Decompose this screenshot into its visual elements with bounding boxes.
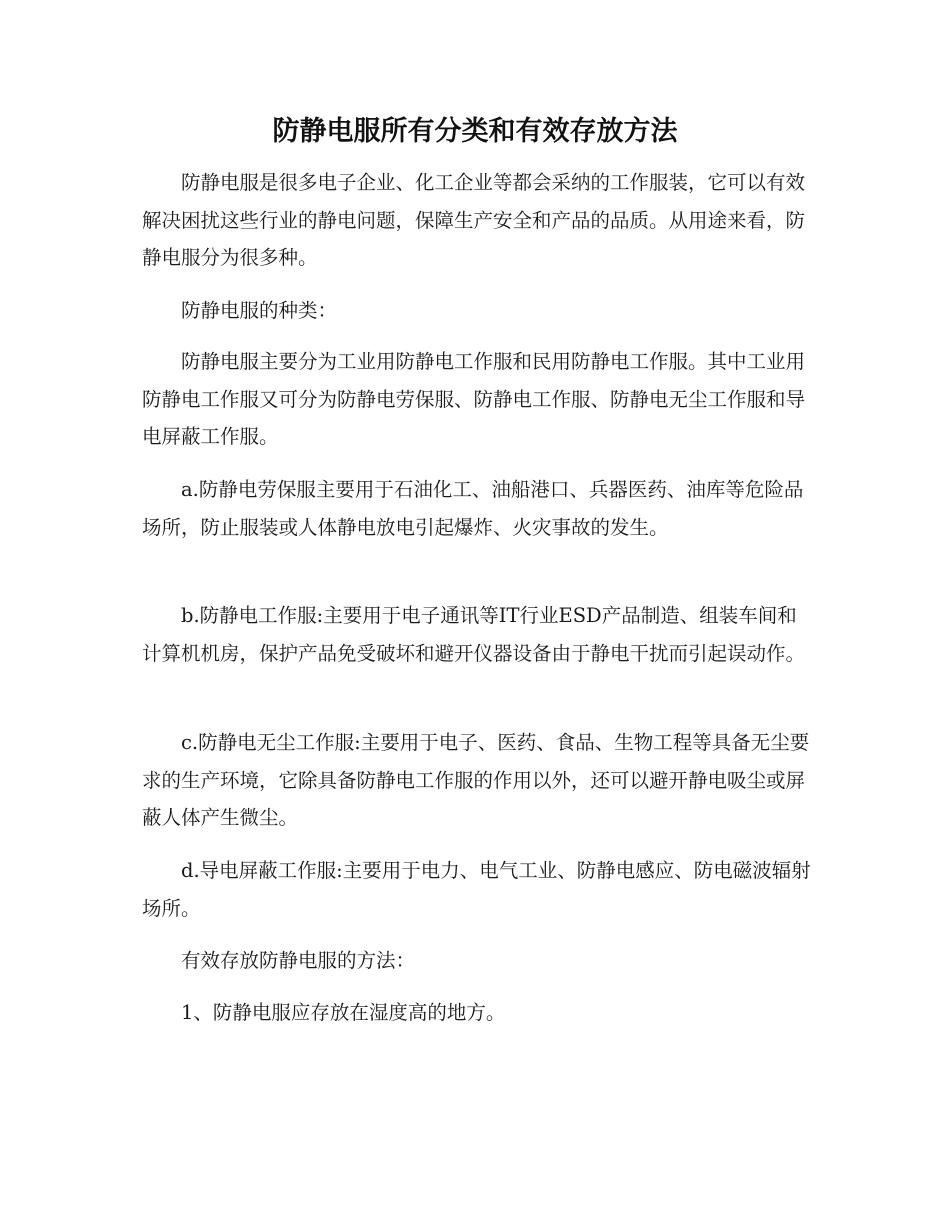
- paragraph-storage-item-1: 1、防静电服应存放在湿度高的地方。: [181, 1001, 506, 1024]
- page-title: 防静电服所有分类和有效存放方法: [272, 116, 678, 147]
- paragraph-item-a: a.防静电劳保服主要用于石油化工、油船港口、兵器医药、油库等危险品场所，防止服装或人体静电放电引起爆炸、火灾事故的发生。: [142, 478, 804, 539]
- paragraph-item-d: d.导电屏蔽工作服:主要用于电力、电气工业、防静电感应、防电磁波辐射场所。: [142, 859, 811, 920]
- paragraph-storage-heading: 有效存放防静电服的方法：: [181, 949, 416, 972]
- paragraph-item-b: b.防静电工作服:主要用于电子通讯等IT行业ESD产品制造、组装车间和计算机机房，保护产品免受破坏和避开仪器设备由于静电干扰而引起误动作。: [142, 604, 806, 665]
- paragraph-item-c: c.防静电无尘工作服:主要用于电子、医药、食品、生物工程等具备无尘要求的生产环境，它除具备防静电工作服的作用以外，还可以避开静电吸尘或屏蔽人体产生微尘。: [142, 731, 810, 829]
- paragraph-types-overview: 防静电服主要分为工业用防静电工作服和民用防静电工作服。其中工业用防静电工作服又可分为防静电劳保服、防静电工作服、防静电无尘工作服和导电屏蔽工作服。: [142, 350, 806, 448]
- paragraph-types-heading: 防静电服的种类：: [181, 299, 338, 322]
- paragraph-intro: 防静电服是很多电子企业、化工企业等都会采纳的工作服装，它可以有效解决困扰这些行业的静电问题，保障生产安全和产品的品质。从用途来看，防静电服分为很多种。: [142, 171, 806, 269]
